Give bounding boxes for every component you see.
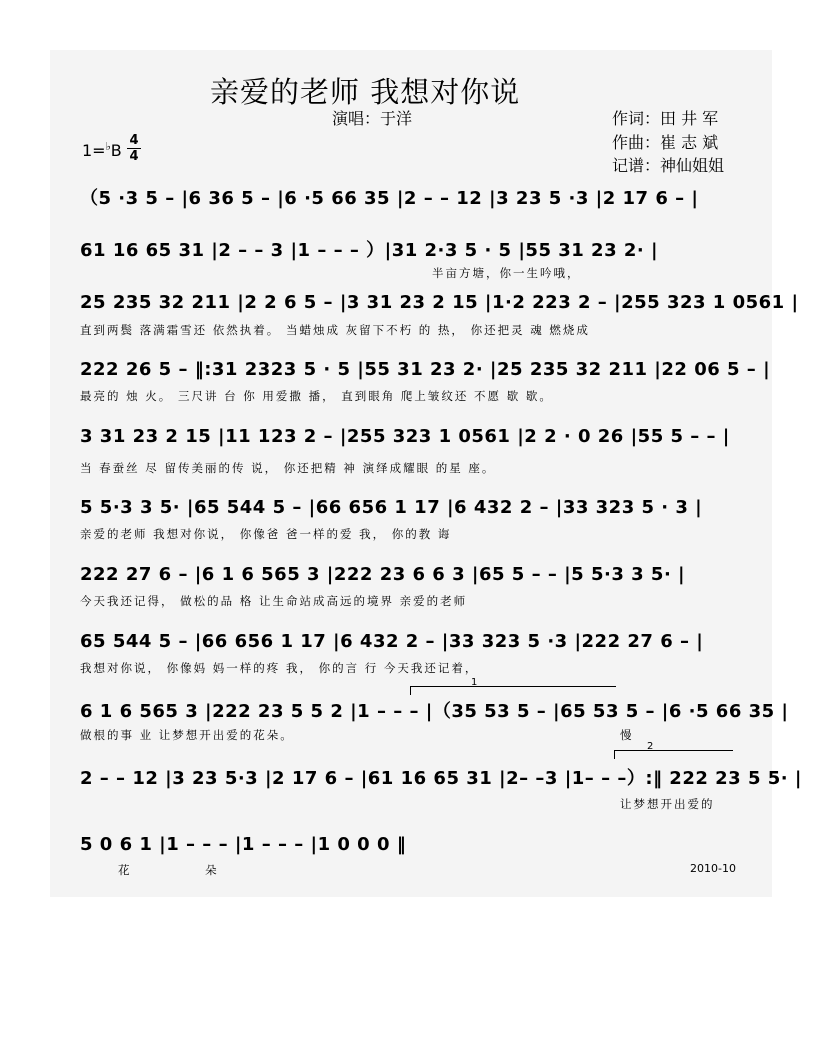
lyric-line-5: 当 春蚕丝 尽 留传美丽的传 说， 你还把精 神 演绎成耀眼 的星 座。 <box>80 461 496 475</box>
music-line-2: 61 16 65 31 |2 – – 3 |1 – – – ）|31 2·3 5 · 5 |55 31 23 2· | <box>80 240 659 261</box>
lyric-line-4: 最亮的 烛 火。 三尺讲 台 你 用爱撒 播， 直到眼角 爬上皱纹还 不愿 歇 歇。 <box>80 389 553 403</box>
lyric-line-7: 今天我还记得， 做松的品 格 让生命站成高远的境界 亲爱的老师 <box>80 594 468 608</box>
date-stamp: 2010-10 <box>690 862 736 875</box>
music-line-10: 2 – – 12 |3 23 5·3 |2 17 6 – |61 16 65 31 |2– –3 |1– – –）:‖ 222 23 5 5· | <box>80 768 802 789</box>
music-line-5: 3 31 23 2 15 |11 123 2 – |255 323 1 0561 |2 2 · 0 26 |55 5 – – | <box>80 426 730 447</box>
tempo-mark-slow: 慢 <box>620 728 634 742</box>
volta-bracket-2: 2 <box>614 750 733 759</box>
singer-credit: 演唱：于洋 <box>332 109 413 128</box>
lyric-line-9: 做根的事 业 让梦想开出爱的花朵。 <box>80 728 294 742</box>
lyricist-credit: 作词：田 井 军 <box>612 109 719 128</box>
time-signature: 4 4 <box>127 134 141 163</box>
lyric-line-11: 花 朵 <box>118 863 253 877</box>
key-signature: 1=♭B <box>82 140 122 160</box>
music-line-6: 5 5·3 3 5· |65 544 5 – |66 656 1 17 |6 432 2 – |33 323 5 · 3 | <box>80 497 703 518</box>
music-line-4: 222 26 5 – ‖:31 2323 5 · 5 |55 31 23 2· |25 235 32 211 |22 06 5 – | <box>80 359 771 380</box>
music-line-1: （5 ·3 5 – |6 36 5 – |6 ·5 66 35 |2 – – 12 |3 23 5 ·3 |2 17 6 – | <box>80 188 699 209</box>
lyric-line-2: 半亩方塘，你一生吟哦， <box>432 266 581 280</box>
lyric-line-6: 亲爱的老师 我想对你说， 你像爸 爸一样的爱 我， 你的教 诲 <box>80 527 452 541</box>
music-line-8: 65 544 5 – |66 656 1 17 |6 432 2 – |33 323 5 ·3 |222 27 6 – | <box>80 631 704 652</box>
music-line-3: 25 235 32 211 |2 2 6 5 – |3 31 23 2 15 |1·2 223 2 – |255 323 1 0561 | <box>80 292 799 313</box>
volta-bracket-1: 1 <box>410 686 616 695</box>
transcriber-credit: 记谱：神仙姐姐 <box>612 156 725 175</box>
lyric-line-3: 直到两鬓 落满霜雪还 依然执着。 当蜡烛成 灰留下不朽 的 热， 你还把灵 魂 燃烧成 <box>80 323 590 337</box>
song-title: 亲爱的老师 我想对你说 <box>210 75 521 109</box>
composer-credit: 作曲：崔 志 斌 <box>612 133 719 152</box>
lyric-line-8: 我想对你说， 你像妈 妈一样的疼 我， 你的言 行 今天我还记着， <box>80 661 479 675</box>
music-line-9: 6 1 6 565 3 |222 23 5 5 2 |1 – – – |（35 53 5 – |65 53 5 – |6 ·5 66 35 | <box>80 701 789 722</box>
lyric-line-10: 让梦想开出爱的 <box>620 797 715 811</box>
music-line-11: 5 0 6 1 |1 – – – |1 – – – |1 0 0 0 ‖ <box>80 834 407 855</box>
music-line-7: 222 27 6 – |6 1 6 565 3 |222 23 6 6 3 |65 5 – – |5 5·3 3 5· | <box>80 564 686 585</box>
